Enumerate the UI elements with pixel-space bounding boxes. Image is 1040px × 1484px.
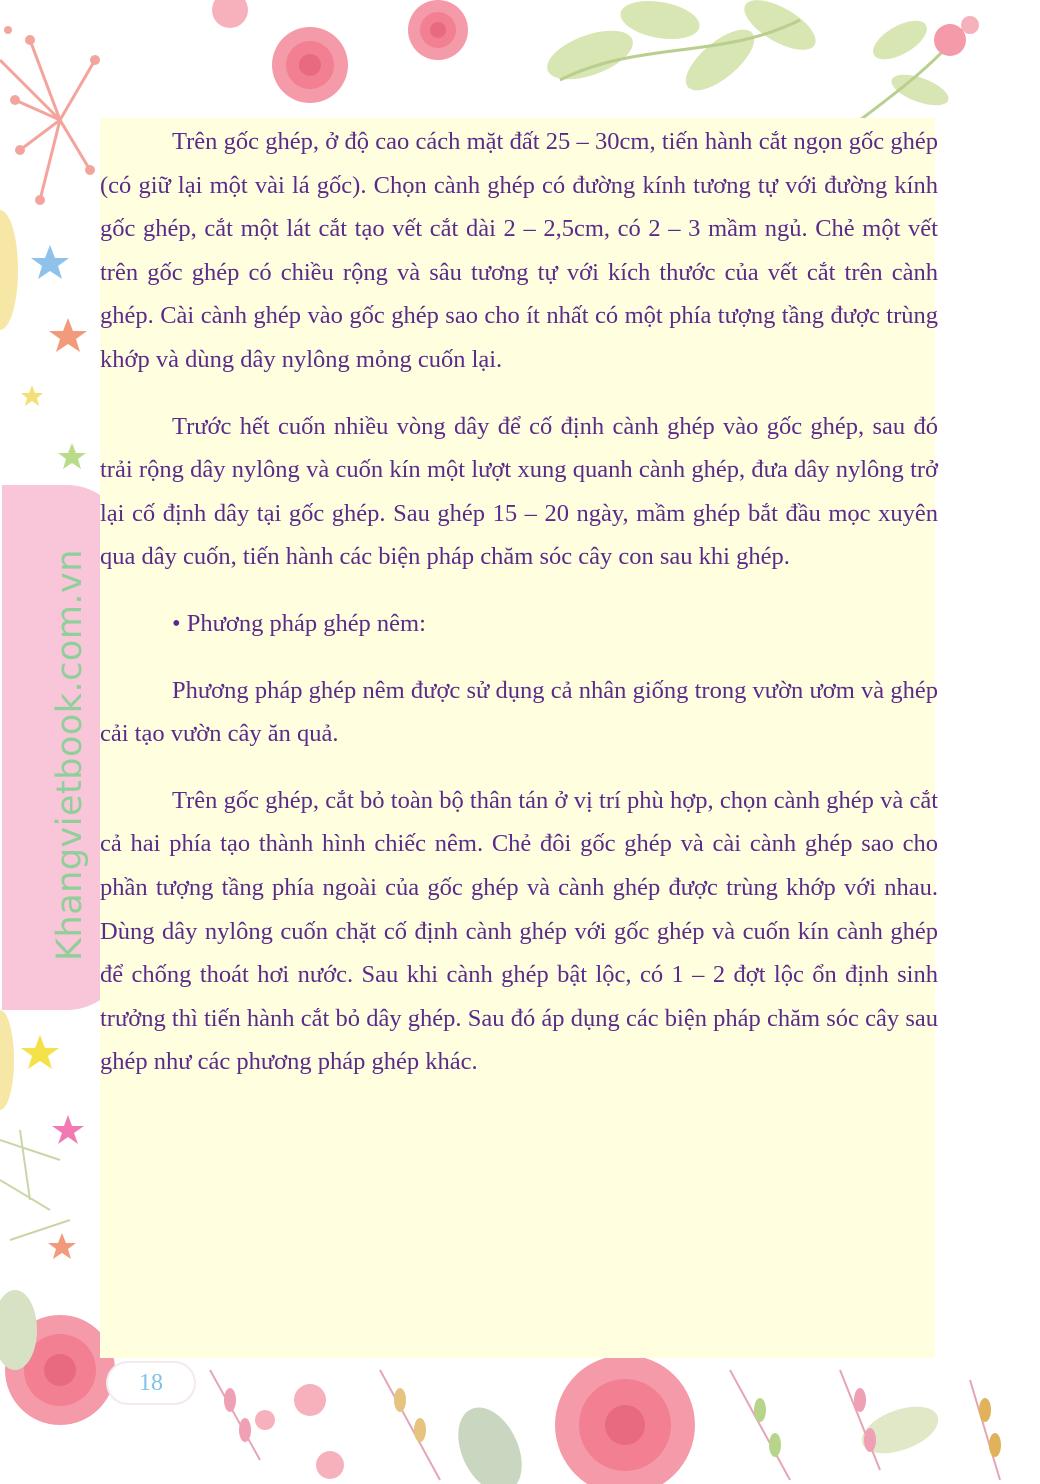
rose-top-2	[408, 0, 468, 60]
star-yellow	[21, 1035, 59, 1069]
paragraph-4: Trên gốc ghép, cắt bỏ toàn bộ thân tán ở vị trí phù hợp, chọn cành ghép và cắt cả hai phía tạo thành hình chiếc nêm. Chẻ đôi gốc ghép và cài cành ghép sao cho phần tượng tầng phía ngoài của gốc ghép và cành ghép được trùng khớp với nhau. Dùng dây nylông cuốn chặt cố định cành ghép với gốc ghép và cuốn kín cành ghép để chống thoát hơi nước. Sau khi cành ghép bật lộc, có 1 – 2 đợt lộc ổn định sinh trưởng thì tiến hành cắt bỏ dây ghép. Sau đó áp dụng các biện pháp chăm sóc cây sau ghép như các phương pháp ghép khác.	[100, 786, 938, 1076]
bullet-heading: Phương pháp ghép nêm:	[186, 609, 426, 637]
star-pink	[52, 1115, 84, 1144]
rose-top-1	[272, 27, 348, 103]
star-green	[58, 443, 86, 469]
star-yellow-small	[21, 385, 43, 406]
page-number: 18	[139, 1370, 163, 1396]
rose-top-small	[212, 0, 248, 28]
leaf-left-upper	[0, 210, 18, 330]
body-text	[100, 120, 938, 1084]
paragraph-2: Trước hết cuốn nhiều vòng dây để cố định cành ghép vào gốc ghép, sau đó trải rộng dây nylông và cuốn kín một lượt xung quanh cành ghép, đưa dây nylông trở lại cố định dây tại gốc ghép. Sau ghép 15 – 20 ngày, mầm ghép bắt đầu mọc xuyên qua dây cuốn, tiến hành các biện pháp chăm sóc cây con sau khi ghép.	[100, 412, 938, 571]
site-label: Khangvietbook.com.vn	[50, 549, 90, 961]
twigs-bottom-left	[0, 1130, 70, 1240]
dandelion-top-left	[0, 40, 95, 200]
star-orange	[49, 318, 87, 352]
star-blue	[31, 245, 69, 279]
paragraph-1: Trên gốc ghép, ở độ cao cách mặt đất 25 – 30cm, tiến hành cắt ngọn gốc ghép (có giữ lại một vài lá gốc). Chọn cành ghép có đường kính tương tự với đường kính gốc ghép, cắt một lát cắt tạo vết cắt dài 2 – 2,5cm, có 2 – 3 mầm ngủ. Chẻ một vết trên gốc ghép có chiều rộng và sâu tương tự với kích thước của vết cắt trên cành ghép. Cài cành ghép vào gốc ghép sao cho ít nhất có một phía tượng tầng được trùng khớp và dùng dây nylông mỏng cuốn lại.	[100, 128, 938, 373]
bullet-point: •	[172, 609, 181, 637]
flower-top-right	[934, 16, 979, 56]
bullet-heading-item	[100, 602, 938, 646]
paragraph-3: Phương pháp ghép nêm được sử dụng cả nhân giống trong vườn ươm và ghép cải tạo vườn cây ăn quả.	[100, 676, 938, 748]
rose-bottom-small	[255, 1384, 344, 1479]
leaf-left-lower	[0, 1010, 14, 1110]
rose-bottom-center	[555, 1355, 695, 1484]
star-orange-low	[48, 1233, 76, 1259]
